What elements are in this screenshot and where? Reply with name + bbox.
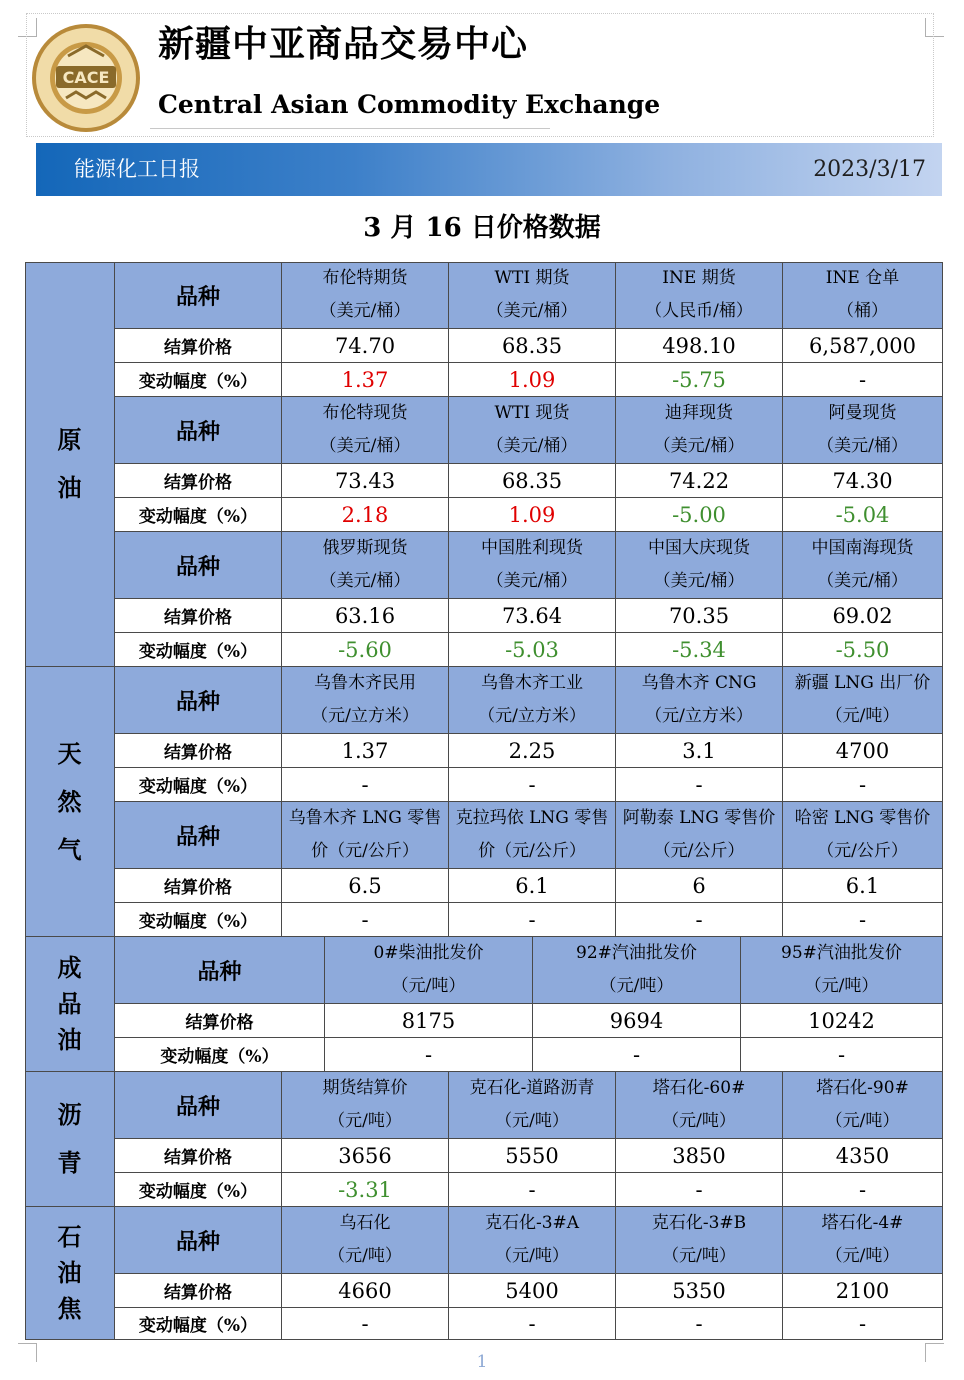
change-rate-label-text: 变动幅度（%） xyxy=(138,507,258,527)
product-header xyxy=(449,532,616,599)
change-rate-value: - xyxy=(528,772,536,797)
settlement-price-cell xyxy=(741,1004,943,1038)
product-unit: （元/吨） xyxy=(328,1246,402,1266)
change-rate-cell xyxy=(325,1038,533,1072)
product-header xyxy=(449,1207,616,1274)
settlement-price-value: 4350 xyxy=(835,1143,890,1168)
variety-label xyxy=(115,532,282,599)
change-rate-label xyxy=(115,1038,325,1072)
change-rate-value: - xyxy=(837,1042,846,1067)
settlement-price-cell xyxy=(282,464,449,498)
change-rate-cell xyxy=(783,363,943,397)
change-rate-cell xyxy=(449,1173,616,1207)
product-header xyxy=(783,667,943,734)
settlement-price-value: 74.30 xyxy=(832,468,893,493)
category-label-char: 油 xyxy=(57,1025,82,1054)
product-header xyxy=(616,1072,783,1139)
change-rate-value: - xyxy=(695,772,703,797)
product-name: WTI 现货 xyxy=(494,403,570,423)
product-unit: （元/吨） xyxy=(825,1246,900,1266)
settlement-price-label-text: 结算价格 xyxy=(164,1283,232,1303)
exchange-name-english: Central Asian Commodity Exchange xyxy=(158,90,661,119)
product-header xyxy=(449,262,616,329)
product-header xyxy=(282,802,449,869)
product-name: 新疆 LNG 出厂价 xyxy=(794,673,931,693)
change-rate-value: 2.18 xyxy=(341,502,389,527)
variety-label xyxy=(115,937,325,1004)
settlement-price-label xyxy=(115,329,282,363)
category-refined xyxy=(25,937,115,1072)
settlement-price-label xyxy=(115,869,282,903)
change-rate-cell xyxy=(449,498,616,532)
change-rate-cell xyxy=(616,1308,783,1340)
product-unit: （美元/桶） xyxy=(653,571,745,591)
settlement-price-value: 3850 xyxy=(672,1143,726,1168)
change-rate-label-text: 变动幅度（%） xyxy=(138,642,258,662)
product-unit: （元/公斤） xyxy=(653,841,745,861)
product-header xyxy=(282,667,449,734)
category-gas xyxy=(25,667,115,937)
change-rate-cell xyxy=(533,1038,741,1072)
settlement-price-cell xyxy=(616,734,783,768)
product-name: 布伦特现货 xyxy=(322,403,408,423)
settlement-price-value: 6,587,000 xyxy=(809,333,916,358)
product-name: 中国胜利现货 xyxy=(481,538,583,558)
settlement-price-cell xyxy=(616,869,783,903)
change-rate-value: 1.09 xyxy=(508,502,556,527)
product-unit: （元/吨） xyxy=(599,976,674,996)
product-unit: （美元/桶） xyxy=(486,571,578,591)
product-unit: （桶） xyxy=(837,301,888,321)
settlement-price-value: 6 xyxy=(692,873,706,898)
settlement-price-label-text: 结算价格 xyxy=(164,743,232,763)
product-header xyxy=(616,262,783,329)
product-name: 95#汽油批发价 xyxy=(781,943,902,963)
change-rate-label xyxy=(115,633,282,667)
product-header xyxy=(783,262,943,329)
change-rate-cell xyxy=(449,633,616,667)
settlement-price-cell xyxy=(449,1274,616,1308)
product-header xyxy=(449,1072,616,1139)
settlement-price-cell xyxy=(282,599,449,633)
product-header xyxy=(616,532,783,599)
product-header xyxy=(616,397,783,464)
change-rate-value: - xyxy=(528,1311,536,1336)
category-label-char: 青 xyxy=(57,1148,82,1177)
settlement-price-cell xyxy=(282,1139,449,1173)
product-unit: （美元/桶） xyxy=(486,436,578,456)
change-rate-value: - xyxy=(361,1311,369,1336)
settlement-price-label-text: 结算价格 xyxy=(164,1148,232,1168)
variety-label xyxy=(115,802,282,869)
change-rate-value: -5.75 xyxy=(672,367,726,392)
change-rate-cell xyxy=(783,633,943,667)
change-rate-value: 1.09 xyxy=(508,367,556,392)
product-unit: （元/立方米） xyxy=(478,706,586,726)
settlement-price-cell xyxy=(533,1004,741,1038)
product-unit: （元/吨） xyxy=(804,976,879,996)
change-rate-value: - xyxy=(695,907,703,932)
product-header xyxy=(282,262,449,329)
settlement-price-cell xyxy=(783,1139,943,1173)
report-date: 2023/3/17 xyxy=(813,157,926,182)
change-rate-label-text: 变动幅度（%） xyxy=(138,777,258,797)
change-rate-cell xyxy=(783,498,943,532)
change-rate-label-text: 变动幅度（%） xyxy=(138,372,258,392)
product-name: WTI 期货 xyxy=(494,268,570,288)
change-rate-label-text: 变动幅度（%） xyxy=(138,1182,258,1202)
product-name: 乌鲁木齐民用 xyxy=(314,673,416,693)
settlement-price-value: 498.10 xyxy=(662,333,736,358)
change-rate-label-text: 变动幅度（%） xyxy=(138,912,258,932)
product-name: 塔石化-60# xyxy=(652,1078,746,1098)
settlement-price-value: 6.5 xyxy=(348,873,382,898)
variety-label-text: 品种 xyxy=(175,1228,220,1255)
product-name: 期货结算价 xyxy=(322,1078,408,1098)
settlement-price-label xyxy=(115,1139,282,1173)
product-name: 0#柴油批发价 xyxy=(373,943,484,963)
change-rate-value: - xyxy=(528,1177,536,1202)
change-rate-cell xyxy=(783,768,943,802)
product-unit: （元/立方米） xyxy=(645,706,753,726)
variety-label-text: 品种 xyxy=(175,823,220,850)
product-name: INE 期货 xyxy=(662,268,736,288)
change-rate-cell xyxy=(616,633,783,667)
settlement-price-label xyxy=(115,1004,325,1038)
change-rate-cell xyxy=(449,768,616,802)
product-header xyxy=(783,1207,943,1274)
change-rate-label-text: 变动幅度（%） xyxy=(138,1316,258,1336)
title-underline xyxy=(150,128,550,129)
variety-label-text: 品种 xyxy=(175,1093,220,1120)
settlement-price-value: 74.70 xyxy=(334,333,396,358)
settlement-price-value: 70.35 xyxy=(668,603,730,628)
settlement-price-cell xyxy=(616,329,783,363)
settlement-price-cell xyxy=(449,1139,616,1173)
product-name: 迪拜现货 xyxy=(665,403,733,423)
product-name: 哈密 LNG 零售价 xyxy=(794,808,931,828)
product-unit: （美元/桶） xyxy=(817,436,908,456)
product-name: 克拉玛依 LNG 零售 xyxy=(455,808,609,828)
settlement-price-value: 2.25 xyxy=(508,738,556,763)
change-rate-value: -3.31 xyxy=(338,1177,392,1202)
settlement-price-cell xyxy=(449,329,616,363)
price-table xyxy=(25,262,943,1340)
product-unit: 价（元/公斤） xyxy=(311,841,419,861)
change-rate-cell xyxy=(616,768,783,802)
change-rate-cell xyxy=(783,1173,943,1207)
product-header xyxy=(533,937,741,1004)
change-rate-cell xyxy=(616,363,783,397)
product-header xyxy=(282,1207,449,1274)
change-rate-cell xyxy=(282,363,449,397)
product-name: 中国大庆现货 xyxy=(648,538,750,558)
product-header xyxy=(282,532,449,599)
product-name: 中国南海现货 xyxy=(811,538,914,558)
variety-label-text: 品种 xyxy=(175,418,220,445)
change-rate-label xyxy=(115,363,282,397)
settlement-price-label xyxy=(115,599,282,633)
settlement-price-value: 5550 xyxy=(505,1143,559,1168)
settlement-price-value: 68.35 xyxy=(501,468,563,493)
change-rate-label-text: 变动幅度（%） xyxy=(160,1047,279,1067)
category-label-char: 原 xyxy=(57,425,82,454)
category-label-char: 气 xyxy=(57,834,82,864)
product-name: 阿曼现货 xyxy=(828,403,897,423)
change-rate-value: - xyxy=(632,1042,641,1067)
category-asphalt xyxy=(25,1072,115,1207)
settlement-price-value: 63.16 xyxy=(334,603,396,628)
change-rate-cell xyxy=(282,633,449,667)
product-name: 布伦特期货 xyxy=(322,268,408,288)
change-rate-cell xyxy=(449,363,616,397)
settlement-price-value: 10242 xyxy=(808,1008,875,1033)
product-name: 克石化-3#B xyxy=(651,1213,747,1233)
variety-label xyxy=(115,1072,282,1139)
change-rate-label xyxy=(115,1173,282,1207)
product-unit: （美元/桶） xyxy=(653,436,745,456)
product-name: 俄罗斯现货 xyxy=(322,538,408,558)
change-rate-cell xyxy=(616,498,783,532)
settlement-price-value: 69.02 xyxy=(832,603,893,628)
product-unit: （美元/桶） xyxy=(319,571,411,591)
product-header xyxy=(783,1072,943,1139)
settlement-price-value: 5350 xyxy=(672,1278,726,1303)
settlement-price-label-text: 结算价格 xyxy=(164,338,232,358)
settlement-price-cell xyxy=(783,329,943,363)
change-rate-label xyxy=(115,903,282,937)
product-unit: （元/吨） xyxy=(328,1111,402,1131)
category-label-char: 成 xyxy=(57,953,82,982)
settlement-price-value: 73.64 xyxy=(501,603,563,628)
change-rate-value: - xyxy=(695,1177,703,1202)
category-label-char: 天 xyxy=(57,738,82,768)
product-header xyxy=(325,937,533,1004)
settlement-price-cell xyxy=(783,734,943,768)
settlement-price-value: 2100 xyxy=(835,1278,890,1303)
change-rate-cell xyxy=(282,1308,449,1340)
product-unit: （元/吨） xyxy=(391,976,466,996)
settlement-price-cell xyxy=(783,1274,943,1308)
settlement-price-value: 3.1 xyxy=(682,738,716,763)
settlement-price-cell xyxy=(449,869,616,903)
product-header xyxy=(449,397,616,464)
settlement-price-cell xyxy=(783,464,943,498)
product-unit: （元/吨） xyxy=(825,706,900,726)
product-name: INE 仓单 xyxy=(825,268,900,288)
category-label-char: 品 xyxy=(57,989,82,1018)
change-rate-value: -5.03 xyxy=(505,637,559,662)
settlement-price-cell xyxy=(616,599,783,633)
change-rate-cell xyxy=(783,1308,943,1340)
change-rate-cell xyxy=(282,498,449,532)
category-label-char: 然 xyxy=(57,786,82,816)
product-header xyxy=(783,532,943,599)
product-header xyxy=(741,937,943,1004)
change-rate-cell xyxy=(616,1173,783,1207)
category-coke xyxy=(25,1207,115,1340)
change-rate-label xyxy=(115,768,282,802)
settlement-price-value: 4660 xyxy=(338,1278,392,1303)
variety-label-text: 品种 xyxy=(175,283,220,310)
settlement-price-label xyxy=(115,464,282,498)
product-unit: （美元/桶） xyxy=(319,436,411,456)
change-rate-cell xyxy=(741,1038,943,1072)
settlement-price-value: 1.37 xyxy=(341,738,389,763)
settlement-price-value: 74.22 xyxy=(668,468,730,493)
change-rate-value: -5.60 xyxy=(338,637,392,662)
settlement-price-label xyxy=(115,734,282,768)
settlement-price-cell xyxy=(783,599,943,633)
variety-label xyxy=(115,262,282,329)
product-unit: （元/吨） xyxy=(495,1111,569,1131)
category-label-char: 沥 xyxy=(57,1100,82,1129)
category-crude xyxy=(25,262,115,667)
settlement-price-value: 8175 xyxy=(401,1008,456,1033)
product-name: 塔石化-4# xyxy=(821,1213,904,1233)
change-rate-value: -5.00 xyxy=(672,502,726,527)
change-rate-cell xyxy=(282,768,449,802)
settlement-price-value: 4700 xyxy=(835,738,890,763)
category-label-char: 石 xyxy=(57,1222,82,1251)
change-rate-value: - xyxy=(858,1311,867,1336)
price-data-heading: 3 月 16 日价格数据 xyxy=(363,213,601,243)
settlement-price-cell xyxy=(449,734,616,768)
change-rate-value: 1.37 xyxy=(341,367,389,392)
settlement-price-cell xyxy=(282,329,449,363)
report-title: 能源化工日报 xyxy=(74,157,200,181)
settlement-price-cell xyxy=(616,1139,783,1173)
product-header xyxy=(282,397,449,464)
product-header xyxy=(616,667,783,734)
product-header xyxy=(616,1207,783,1274)
product-name: 克石化-3#A xyxy=(484,1213,580,1233)
change-rate-value: - xyxy=(858,907,867,932)
product-name: 乌石化 xyxy=(339,1213,391,1233)
change-rate-cell xyxy=(783,903,943,937)
settlement-price-label xyxy=(115,1274,282,1308)
change-rate-value: - xyxy=(528,907,536,932)
product-unit: （美元/桶） xyxy=(817,571,908,591)
settlement-price-value: 68.35 xyxy=(501,333,563,358)
product-name: 乌鲁木齐工业 xyxy=(481,673,583,693)
settlement-price-cell xyxy=(282,1274,449,1308)
product-name: 克石化-道路沥青 xyxy=(469,1078,595,1098)
report-banner xyxy=(36,143,942,196)
product-unit: （元/立方米） xyxy=(311,706,419,726)
variety-label xyxy=(115,1207,282,1274)
change-rate-value: -5.50 xyxy=(835,637,890,662)
exchange-name-chinese: 新疆中亚商品交易中心 xyxy=(158,23,529,65)
change-rate-cell xyxy=(282,903,449,937)
settlement-price-cell xyxy=(616,1274,783,1308)
change-rate-value: - xyxy=(858,367,867,392)
product-unit: （元/吨） xyxy=(662,1111,736,1131)
change-rate-value: - xyxy=(361,907,369,932)
settlement-price-value: 3656 xyxy=(338,1143,392,1168)
variety-label-text: 品种 xyxy=(197,958,242,985)
variety-label xyxy=(115,667,282,734)
settlement-price-label-text: 结算价格 xyxy=(185,1013,254,1033)
change-rate-label xyxy=(115,498,282,532)
product-unit: （元/吨） xyxy=(825,1111,900,1131)
category-label-char: 油 xyxy=(57,473,82,502)
cace-logo xyxy=(30,22,142,134)
product-name: 乌鲁木齐 LNG 零售 xyxy=(288,808,442,828)
category-label-char: 焦 xyxy=(57,1294,82,1323)
product-unit: （美元/桶） xyxy=(486,301,578,321)
category-label-char: 油 xyxy=(57,1258,82,1287)
settlement-price-cell xyxy=(449,599,616,633)
settlement-price-value: 5400 xyxy=(505,1278,559,1303)
product-name: 塔石化-90# xyxy=(816,1078,909,1098)
page-number: 1 xyxy=(476,1352,488,1372)
settlement-price-value: 9694 xyxy=(609,1008,664,1033)
change-rate-value: - xyxy=(424,1042,433,1067)
settlement-price-cell xyxy=(783,869,943,903)
settlement-price-cell xyxy=(325,1004,533,1038)
settlement-price-value: 6.1 xyxy=(515,873,549,898)
settlement-price-cell xyxy=(282,869,449,903)
change-rate-value: - xyxy=(361,772,369,797)
settlement-price-label-text: 结算价格 xyxy=(164,608,232,628)
product-unit: 价（元/公斤） xyxy=(478,841,586,861)
settlement-price-label-text: 结算价格 xyxy=(164,473,232,493)
settlement-price-cell xyxy=(449,464,616,498)
product-header xyxy=(783,802,943,869)
settlement-price-value: 6.1 xyxy=(845,873,880,898)
variety-label-text: 品种 xyxy=(175,688,220,715)
change-rate-cell xyxy=(449,1308,616,1340)
change-rate-value: -5.04 xyxy=(835,502,890,527)
product-header xyxy=(282,1072,449,1139)
change-rate-value: - xyxy=(695,1311,703,1336)
settlement-price-cell xyxy=(616,464,783,498)
change-rate-cell xyxy=(449,903,616,937)
settlement-price-cell xyxy=(282,734,449,768)
change-rate-cell xyxy=(616,903,783,937)
product-header xyxy=(449,667,616,734)
svg-text:CACE: CACE xyxy=(62,68,110,87)
variety-label-text: 品种 xyxy=(175,553,220,580)
settlement-price-label-text: 结算价格 xyxy=(164,878,232,898)
product-unit: （美元/桶） xyxy=(319,301,411,321)
product-unit: （元/公斤） xyxy=(817,841,908,861)
settlement-price-value: 73.43 xyxy=(334,468,396,493)
variety-label xyxy=(115,397,282,464)
change-rate-value: - xyxy=(858,772,867,797)
product-name: 阿勒泰 LNG 零售价 xyxy=(622,808,776,828)
product-header xyxy=(449,802,616,869)
change-rate-value: -5.34 xyxy=(672,637,726,662)
change-rate-value: - xyxy=(858,1177,867,1202)
product-unit: （人民币/桶） xyxy=(645,301,753,321)
product-unit: （元/吨） xyxy=(662,1246,736,1266)
change-rate-cell xyxy=(282,1173,449,1207)
product-name: 乌鲁木齐 CNG xyxy=(641,673,757,693)
product-unit: （元/吨） xyxy=(495,1246,569,1266)
product-header xyxy=(616,802,783,869)
product-name: 92#汽油批发价 xyxy=(576,943,697,963)
product-header xyxy=(783,397,943,464)
change-rate-label xyxy=(115,1308,282,1340)
